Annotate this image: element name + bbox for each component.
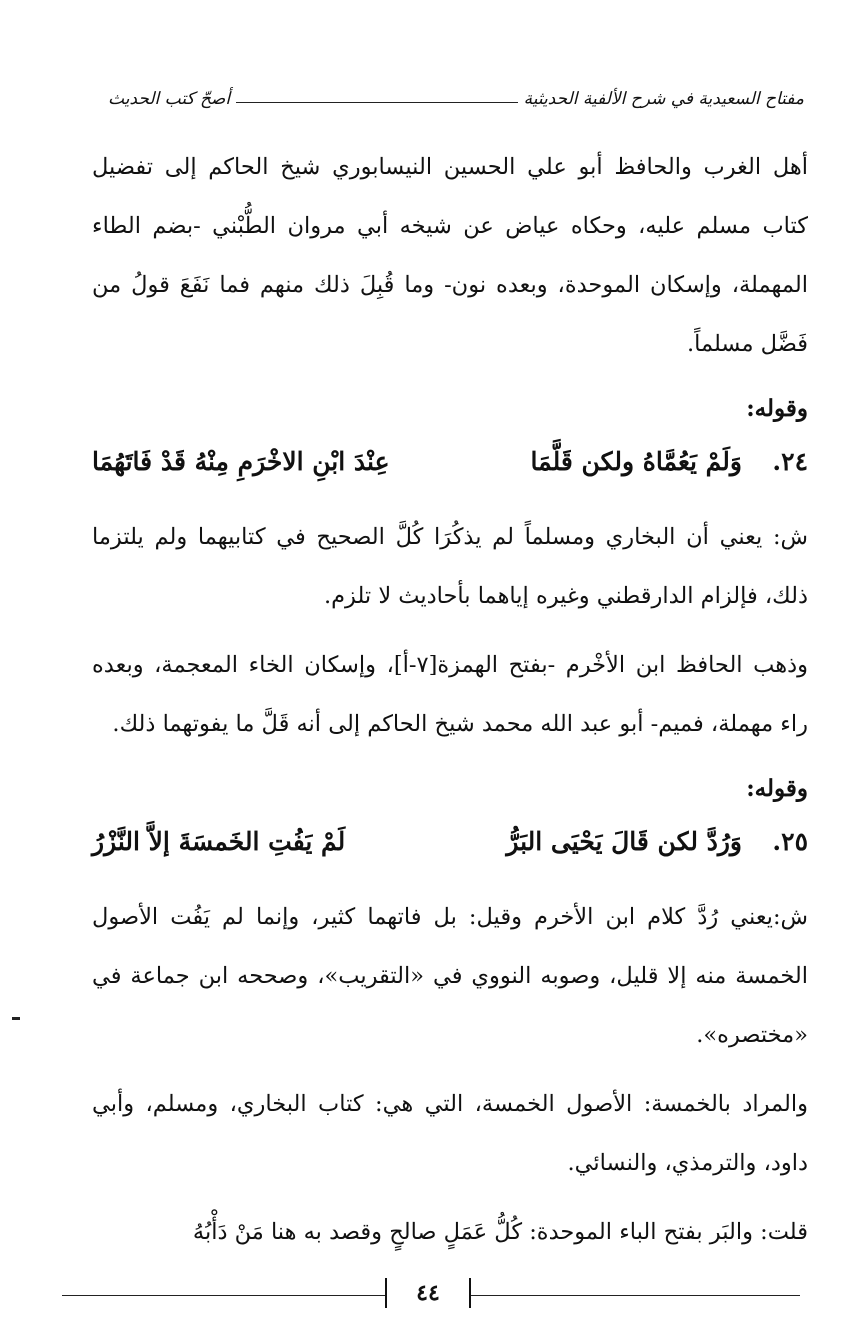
page-number-text: ٤٤: [416, 1280, 440, 1306]
verse-first-hemistich: وَلَمْ يَعُمَّاهُ ولكن قَلَّمَا: [530, 447, 742, 476]
header-series-title: أصحّ كتب الحديث: [108, 89, 231, 109]
page-body: [92, 138, 808, 1262]
header-book-title: مفتاح السعيدية في شرح الألفية الحديثية: [523, 89, 804, 109]
verse-25: [92, 814, 808, 870]
scan-mark: [12, 1017, 20, 1020]
paragraph-2: ش: يعني أن البخاري ومسلماً لم يذكُرَا كُلَّ الصحيح في كتابيهما ولم يلتزما ذلك، فإلزام الدارقطني وغيره إياهما بأحاديث لا تلزم.: [92, 524, 808, 609]
paragraph-1: أهل الغرب والحافظ أبو علي الحسين النيسابوري شيخ الحاكم إلى تفضيل كتاب مسلم عليه، وحكاه عياض عن شيخه أبي مروان الطُّبْني -بضم الطاء المهملة، وإسكان الموحدة، وبعده نون- وما قُبِلَ ذلك منهم فما نَفَعَ قولُ من فَضَّل مسلماً.: [92, 154, 808, 357]
verse-24: [92, 434, 808, 490]
section-heading-1: وقوله:: [746, 395, 808, 422]
verse-number: ٢٥.: [772, 827, 808, 856]
paragraph-4: ش:يعني رُدَّ كلام ابن الأخرم وقيل: بل فاتهما كثير، وإنما لم يَفُت الأصول الخمسة منه إلا قليل، وصوبه النووي في «التقريب»، وصححه ابن جماعة في «مختصره».: [92, 904, 808, 1048]
paragraph-3: وذهب الحافظ ابن الأخْرم -بفتح الهمزة[٧-أ]، وإسكان الخاء المعجمة، وبعده راء مهملة، فميم- أبو عبد الله محمد شيخ الحاكم إلى أنه قَلَّ ما يفوتهما ذلك.: [92, 652, 808, 737]
verse-second-hemistich: عِنْدَ ابْنِ الاخْرَمِ مِنْهُ قَدْ فَاتَهُمَا: [92, 447, 390, 476]
paragraph-6: قلت: والبَر بفتح الباء الموحدة: كُلُّ عَمَلٍ صالحٍ وقصد به هنا مَنْ دَأْبُهُ: [192, 1219, 808, 1245]
page-number: [385, 1278, 471, 1308]
section-heading-2: وقوله:: [746, 775, 808, 802]
header-rule: [236, 102, 517, 103]
verse-first-hemistich: وَرُدَّ لكن قَالَ يَحْيَى البَرُّ: [506, 827, 742, 856]
paragraph-5: والمراد بالخمسة: الأصول الخمسة، التي هي: كتاب البخاري، ومسلم، وأبي داود، والترمذي، والنسائي.: [92, 1091, 808, 1176]
verse-second-hemistich: لَمْ يَفُتِ الخَمسَةَ إلاَّ النَّزْرُ: [92, 827, 346, 856]
running-header: [108, 82, 804, 116]
verse-number: ٢٤.: [772, 447, 808, 476]
